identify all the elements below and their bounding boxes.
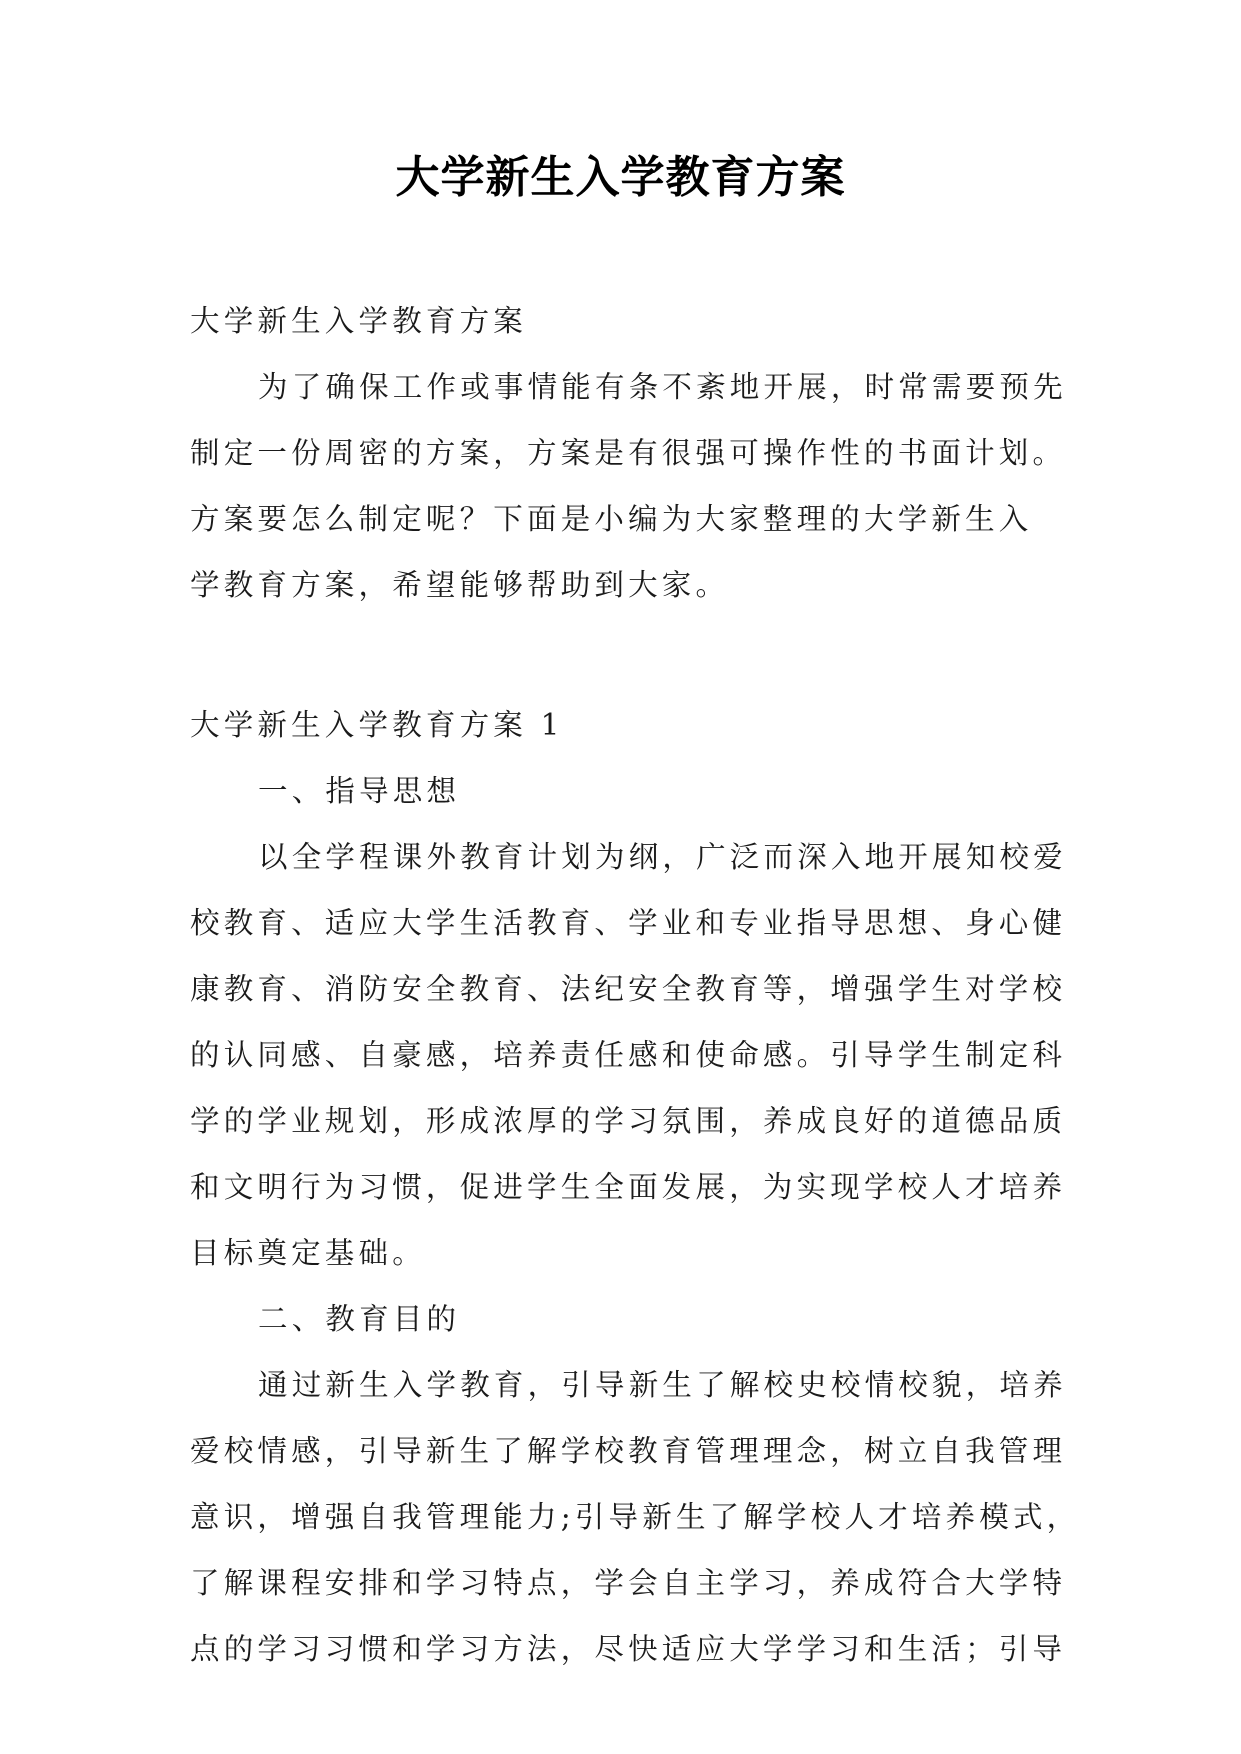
section-heading: 大学新生入学教育方案 1 xyxy=(190,708,564,742)
intro-line: 制定一份周密的方案，方案是有很强可操作性的书面计划。 xyxy=(190,436,1067,470)
subheading-guiding-thought: 一、指导思想 xyxy=(258,774,461,808)
paragraph-line: 爱校情感，引导新生了解学校教育管理理念，树立自我管理 xyxy=(190,1434,1067,1468)
paragraph-line: 学的学业规划，形成浓厚的学习氛围，养成良好的道德品质 xyxy=(190,1104,1067,1138)
paragraph-line: 通过新生入学教育，引导新生了解校史校情校貌，培养 xyxy=(258,1368,1067,1402)
section-1-block xyxy=(190,692,1081,1682)
paragraph-line: 目标奠定基础。 xyxy=(190,1236,426,1270)
intro-line: 方案要怎么制定呢？下面是小编为大家整理的大学新生入 xyxy=(190,502,1033,536)
paragraph-line: 的认同感、自豪感，培养责任感和使命感。引导学生制定科 xyxy=(190,1038,1067,1072)
paragraph-line: 和文明行为习惯，促进学生全面发展，为实现学校人才培养 xyxy=(190,1170,1067,1204)
intro-heading: 大学新生入学教育方案 xyxy=(190,304,528,338)
intro-block xyxy=(190,288,1067,618)
document-title: 大学新生入学教育方案 xyxy=(395,152,846,203)
paragraph-line: 以全学程课外教育计划为纲，广泛而深入地开展知校爱 xyxy=(258,840,1067,874)
paragraph-line: 了解课程安排和学习特点，学会自主学习，养成符合大学特 xyxy=(190,1566,1067,1600)
intro-line: 学教育方案，希望能够帮助到大家。 xyxy=(190,568,730,602)
paragraph-line: 意识，增强自我管理能力;引导新生了解学校人才培养模式， xyxy=(190,1500,1081,1534)
intro-line: 为了确保工作或事情能有条不紊地开展，时常需要预先 xyxy=(258,370,1067,404)
paragraph-line: 点的学习习惯和学习方法，尽快适应大学学习和生活；引导 xyxy=(190,1632,1067,1666)
subheading-education-purpose: 二、教育目的 xyxy=(258,1302,461,1336)
paragraph-line: 康教育、消防安全教育、法纪安全教育等，增强学生对学校 xyxy=(190,972,1067,1006)
paragraph-line: 校教育、适应大学生活教育、学业和专业指导思想、身心健 xyxy=(190,906,1067,940)
